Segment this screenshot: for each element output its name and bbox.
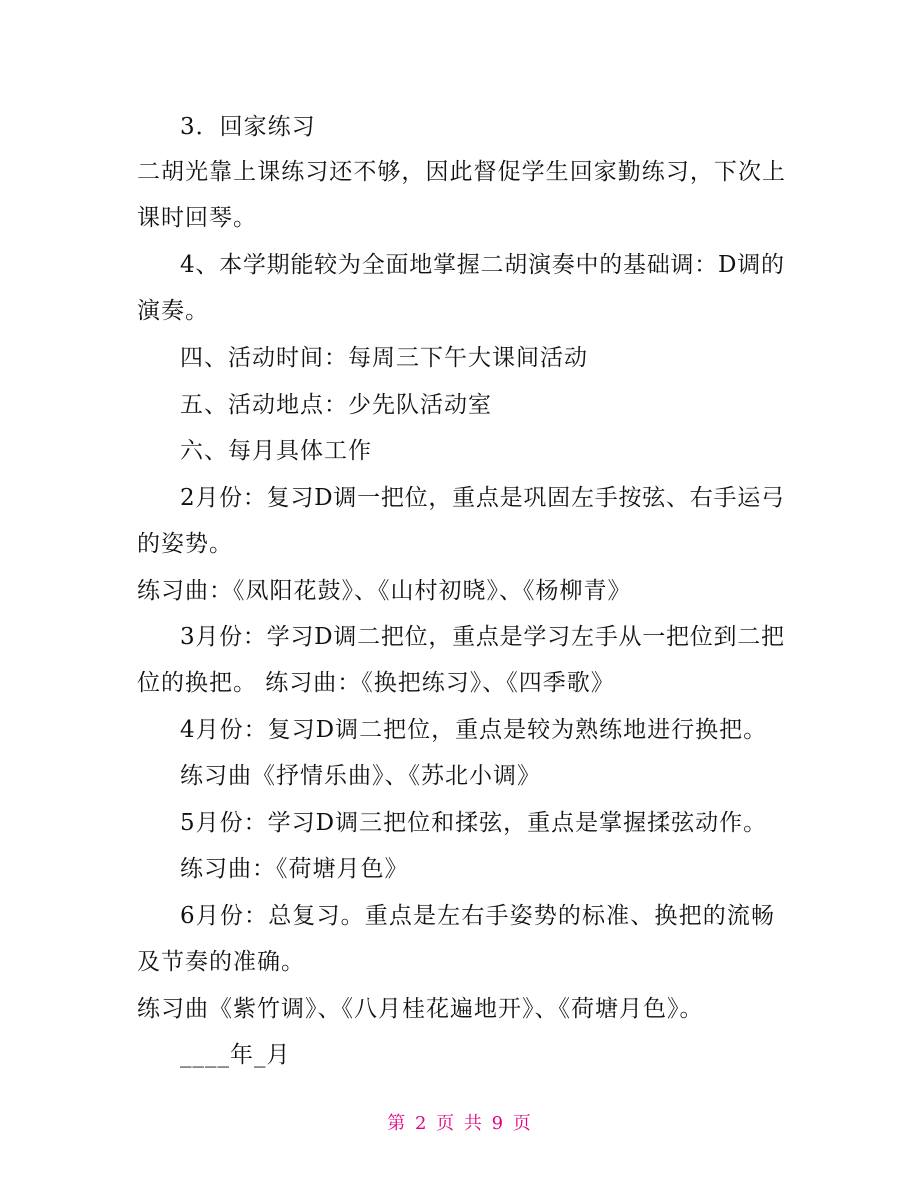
text-line: 6月份：总复习。重点是左右手姿势的标准、换把的流畅 — [180, 903, 774, 929]
text-line: 及节奏的准确。 — [137, 949, 305, 975]
text-line: 4、本学期能较为全面地掌握二胡演奏中的基础调：D调的 — [180, 252, 784, 278]
text-line: 3月份：学习D调二把位，重点是学习左手从一把位到二把 — [180, 624, 784, 650]
text-line: 练习曲《抒情乐曲》、《苏北小调》 — [180, 763, 541, 789]
text-line: 位的换把。 练习曲：《换把练习》、《四季歌》 — [137, 670, 615, 696]
text-line: 练习曲：《凤阳花鼓》、《山村初晓》、《杨柳青》 — [137, 578, 632, 604]
section-heading: 六、每月具体工作 — [180, 438, 372, 464]
text-line: 练习曲《紫竹调》、《八月桂花遍地开》、《荷塘月色》。 — [137, 996, 704, 1022]
page-number-footer: 第 2 页 共 9 页 — [387, 1113, 533, 1134]
date-line: ____年_月 — [180, 1042, 291, 1068]
section-heading: 五、活动地点：少先队活动室 — [180, 392, 492, 418]
text-line: 演奏。 — [137, 298, 209, 324]
text-line: 的姿势。 — [137, 531, 233, 557]
text-line: 3．回家练习 — [180, 114, 316, 140]
text-line: 二胡光靠上课练习还不够，因此督促学生回家勤练习，下次上 — [137, 159, 785, 185]
text-line: 2月份：复习D调一把位，重点是巩固左手按弦、右手运弓 — [180, 485, 784, 511]
text-line: 练习曲：《荷塘月色》 — [180, 856, 409, 882]
text-line: 5月份：学习D调三把位和揉弦，重点是掌握揉弦动作。 — [180, 810, 768, 836]
text-line: 4月份：复习D调二把位，重点是较为熟练地进行换把。 — [180, 717, 768, 743]
text-line: 课时回琴。 — [137, 205, 257, 231]
section-heading: 四、活动时间：每周三下午大课间活动 — [180, 345, 588, 371]
